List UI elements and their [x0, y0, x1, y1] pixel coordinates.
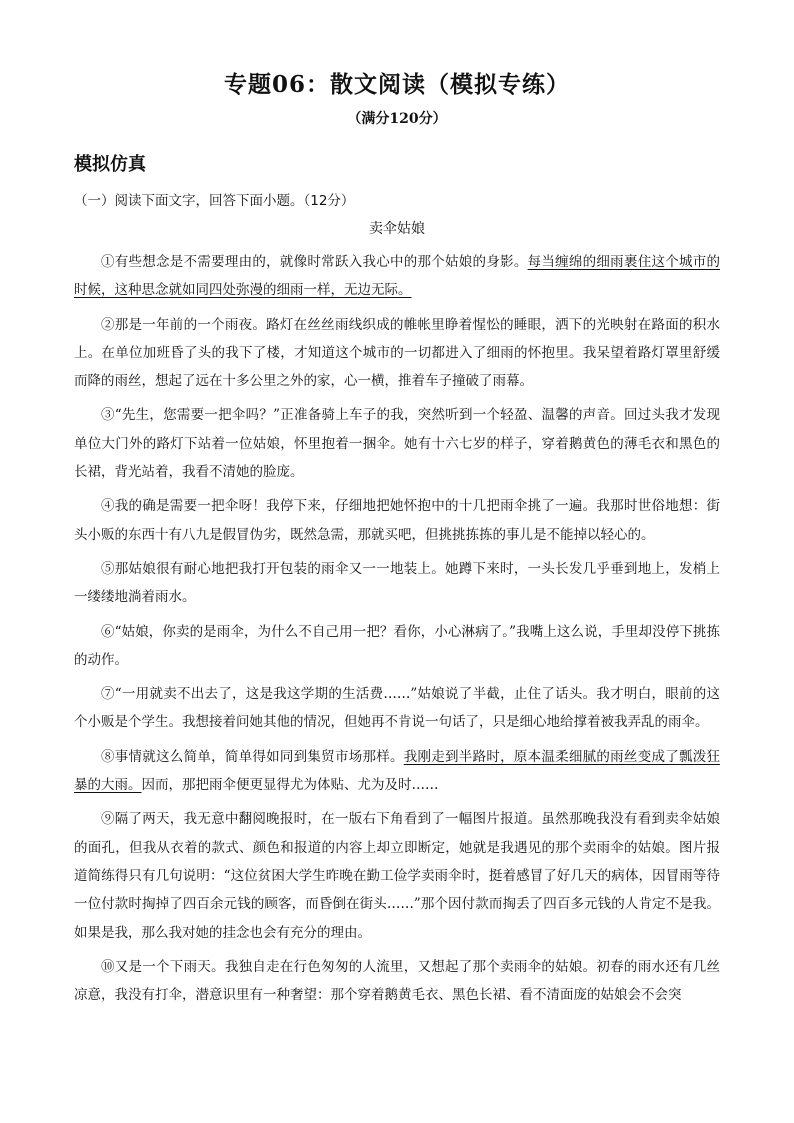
paragraph-3: ③“先生，您需要一把伞吗？”正准备骑上车子的我，突然听到一个轻盈、温馨的声音。回过头我才发现单位大门外的路灯下站着一位姑娘，怀里抱着一捆伞。她有十六七岁的样子，穿着鹅黄色的薄毛衣和黑色的长裙，背光站着，我看不清她的脸庞。 — [74, 407, 720, 481]
story-title: 卖伞姑娘 — [369, 221, 425, 237]
score-note: （满分120分） — [347, 111, 447, 127]
underlined-sentence-1: 每当缠绵的细雨裹住这个城市的时候，这种思念就如同四处弥漫的细雨一样，无边无际。 — [74, 254, 721, 299]
story-body — [74, 248, 720, 1015]
paragraph-2: ②那是一年前的一个雨夜。路灯在丝丝雨线织成的帷帐里睁着惺忪的睡眼，洒下的光映射在路面的积水上。在单位加班昏了头的我下了楼，才知道这个城市的一切都进入了细雨的怀抱里。我呆望着路灯罩里舒缓而降的雨丝，想起了远在十多公里之外的家，心一横，推着车子撞破了雨幕。 — [74, 316, 720, 390]
section-heading: 模拟仿真 — [74, 154, 146, 175]
question-instruction: （一）阅读下面文字，回答下面小题。（12分） — [74, 193, 355, 209]
paragraph-1-text: ①有些想念是不需要理由的，就像时常跃入我心中的那个姑娘的身影。 — [101, 254, 528, 270]
paragraph-8 — [74, 743, 720, 800]
underlined-sentence-2: 我刚走到半路时，原本温柔细腻的雨丝变成了瓢泼狂暴的大雨。 — [74, 748, 720, 794]
paragraph-8-text: ⑧事情就这么简单，简单得如同到集贸市场那样。 — [101, 748, 404, 765]
paragraph-8-tail: 因而，那把雨伞便更显得尤为体贴、尤为及时…… — [141, 777, 439, 794]
paragraph-1 — [74, 248, 720, 305]
paragraph-7: ⑦“一用就卖不出去了，这是我这学期的生活费……”姑娘说了半截，止住了话头。我才明白，眼前的这个小贩是个学生。我想接着问她其他的情况，但她再不肯说一句话了，只是细心地给撑着被我弄乱的雨伞。 — [74, 686, 720, 731]
paragraph-5: ⑤那姑娘很有耐心地把我打开包装的雨伞又一一地装上。她蹲下来时，一头长发几乎垂到地上，发梢上一缕缕地淌着雨水。 — [74, 560, 720, 606]
paragraph-6: ⑥“姑娘，你卖的是雨伞，为什么不自己用一把？看你，小心淋病了。”我嘴上这么说，手里却没停下挑拣的动作。 — [74, 623, 720, 668]
paragraph-9: ⑨隔了两天，我无意中翻阅晚报时，在一版右下角看到了一幅图片报道。虽然那晚我没有看到卖伞姑娘的面孔，但我从衣着的款式、颜色和报道的内容上却立即断定，她就是我遇见的那个卖雨伞的姑娘。图片报道简练得只有几句说明：“这位贫困大学生昨晚在勤工俭学卖雨伞时，挺着感冒了好几天的病体，因冒雨等待一位付款时掏掉了四百余元钱的顾客，而昏倒在街头……”那个因付款而掏丢了四百多元钱的人肯定不是我。如果是我，那么我对她的挂念也会有充分的理由。 — [74, 811, 720, 941]
paragraph-4: ④我的确是需要一把伞呀！我停下来，仔细地把她怀抱中的十几把雨伞挑了一遍。我那时世俗地想：街头小贩的东西十有八九是假冒伪劣，既然急需，那就买吧，但挑挑拣拣的事儿是不能掉以轻心的。 — [74, 498, 720, 543]
paragraph-10: ⑩又是一个下雨天。我独自走在行色匆匆的人流里，又想起了那个卖雨伞的姑娘。初春的雨水还有几丝凉意，我没有打伞，潜意识里有一种奢望：那个穿着鹅黄毛衣、黑色长裙、看不清面庞的姑娘会不会突 — [74, 958, 720, 1004]
page-title: 专题06：散文阅读（模拟专练） — [223, 71, 570, 98]
